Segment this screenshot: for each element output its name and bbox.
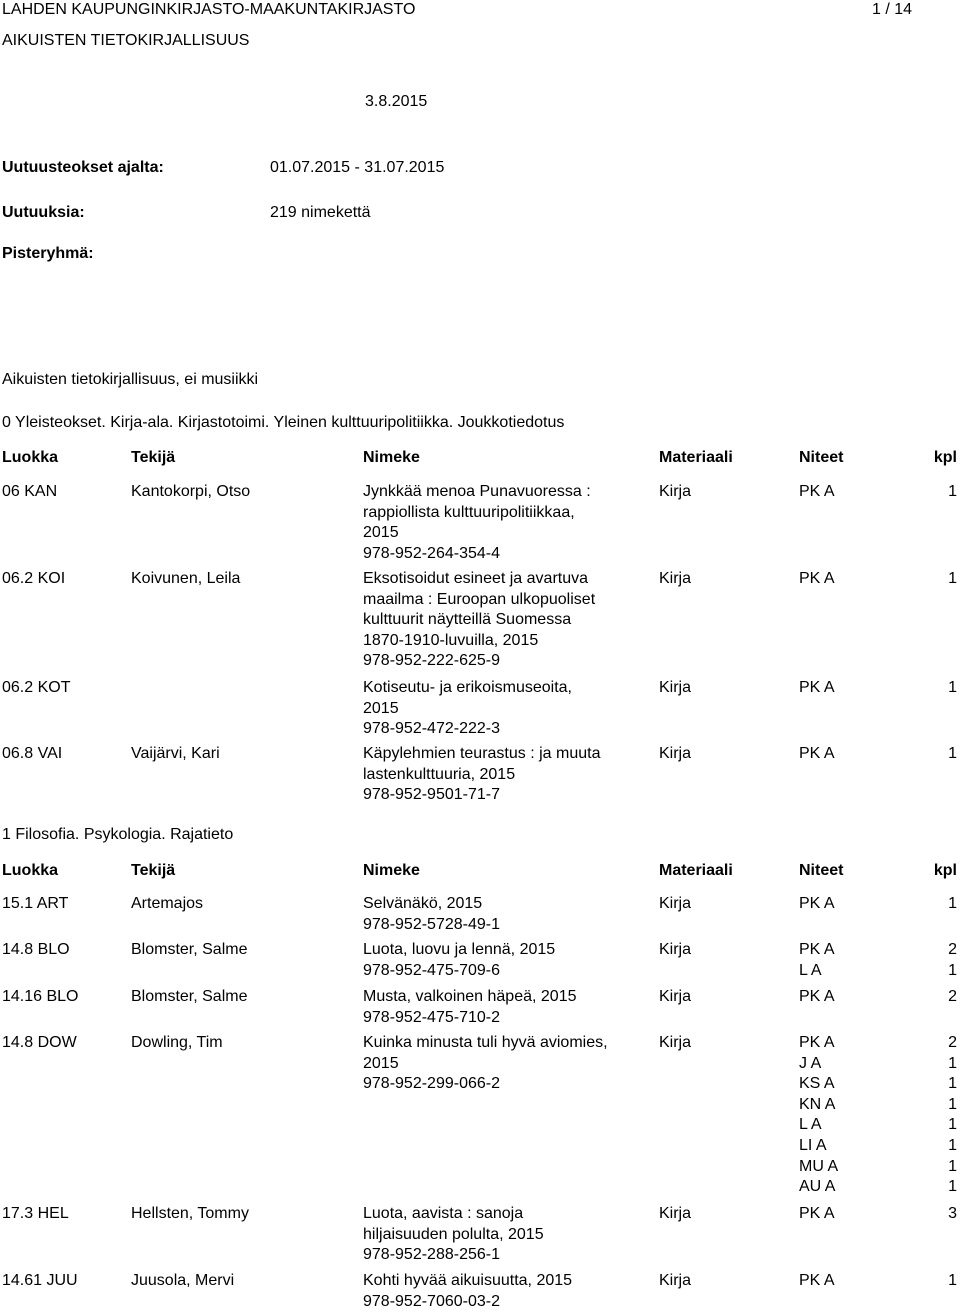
niteet-count: 2	[948, 941, 957, 958]
row-luokka: 17.3 HEL	[2, 1205, 69, 1222]
col-nimeke-header: Nimeke	[363, 862, 420, 879]
row-nimeke	[363, 940, 648, 981]
isbn-line: 978-952-5728-49-1	[363, 915, 500, 933]
nimeke-line: Käpylehmien teurastus : ja muuta	[363, 745, 601, 762]
col-niteet-header: Niteet	[799, 449, 844, 466]
niteet-location: KN A	[799, 1095, 836, 1113]
isbn-line: 978-952-222-625-9	[363, 652, 500, 670]
row-nimeke	[363, 1033, 648, 1095]
row-niteet	[799, 987, 957, 1008]
col-materiaali-header: Materiaali	[659, 449, 733, 466]
nimeke-line: Selvänäkö, 2015	[363, 895, 483, 912]
niteet-count: 1	[948, 679, 957, 696]
row-luokka: 06 KAN	[2, 483, 58, 500]
col-nimeke-header: Nimeke	[363, 449, 420, 466]
niteet-count: 1	[948, 570, 957, 587]
nimeke-line: Musta, valkoinen häpeä, 2015	[363, 988, 577, 1005]
row-niteet	[799, 894, 957, 915]
niteet-count: 1	[948, 745, 957, 762]
isbn-line: 978-952-299-066-2	[363, 1075, 500, 1093]
row-nimeke	[363, 482, 648, 564]
nimeke-line: hiljaisuuden polulta, 2015	[363, 1225, 544, 1243]
nimeke-line: Jynkkää menoa Punavuoressa :	[363, 483, 591, 500]
row-materiaali: Kirja	[659, 1034, 692, 1051]
row-nimeke	[363, 1271, 648, 1312]
niteet-count: 1	[948, 1136, 957, 1154]
row-luokka: 15.1 ART	[2, 895, 69, 912]
category-title: Aikuisten tietokirjallisuus, ei musiikki	[2, 371, 259, 388]
row-luokka: 06.2 KOT	[2, 679, 71, 696]
row-luokka: 06.2 KOI	[2, 570, 66, 587]
new-titles-value: 219 nimekettä	[270, 204, 371, 221]
niteet-location: PK A	[799, 895, 835, 912]
niteet-location: L A	[799, 1116, 822, 1134]
col-luokka-header: Luokka	[2, 449, 59, 466]
nimeke-line: 2015	[363, 699, 399, 717]
niteet-count: 1	[948, 1178, 957, 1196]
row-niteet	[799, 1271, 957, 1292]
col-kpl-header: kpl	[933, 449, 957, 466]
col-tekija-header: Tekijä	[131, 449, 176, 466]
niteet-location: PK A	[799, 745, 835, 762]
row-niteet	[799, 678, 957, 699]
niteet-count: 1	[948, 961, 957, 979]
niteet-count: 2	[948, 988, 957, 1005]
nimeke-line: Kotiseutu- ja erikoismuseoita,	[363, 679, 572, 696]
nimeke-line: maailma : Euroopan ulkopuoliset	[363, 590, 596, 608]
row-luokka: 14.8 DOW	[2, 1034, 77, 1051]
niteet-count: 1	[948, 1095, 957, 1113]
page-number: 1 / 14	[872, 1, 913, 18]
isbn-line: 978-952-475-710-2	[363, 1008, 500, 1026]
niteet-location: L A	[799, 961, 822, 979]
row-nimeke	[363, 987, 648, 1028]
report-date: 3.8.2015	[365, 93, 428, 110]
niteet-count: 1	[948, 1157, 957, 1175]
department-name: AIKUISTEN TIETOKIRJALLISUUS	[2, 32, 250, 49]
isbn-line: 978-952-7060-03-2	[363, 1292, 500, 1310]
niteet-location: PK A	[799, 483, 835, 500]
row-materiaali: Kirja	[659, 483, 692, 500]
row-tekija: Dowling, Tim	[131, 1034, 223, 1051]
niteet-count: 3	[948, 1205, 957, 1222]
row-materiaali: Kirja	[659, 570, 692, 587]
row-nimeke	[363, 1204, 648, 1266]
row-luokka: 06.8 VAI	[2, 745, 63, 762]
nimeke-line: Luota, luovu ja lennä, 2015	[363, 941, 556, 958]
row-niteet	[799, 744, 957, 765]
row-tekija: Hellsten, Tommy	[131, 1205, 249, 1222]
row-luokka: 14.8 BLO	[2, 941, 70, 958]
niteet-location: MU A	[799, 1157, 839, 1175]
period-label: Uutuusteokset ajalta:	[2, 159, 164, 176]
col-kpl-header: kpl	[933, 862, 957, 879]
niteet-count: 1	[948, 483, 957, 500]
niteet-count: 1	[948, 1116, 957, 1134]
nimeke-line: 2015	[363, 524, 399, 542]
isbn-line: 978-952-264-354-4	[363, 544, 500, 562]
row-nimeke	[363, 569, 648, 672]
niteet-location: PK A	[799, 1205, 835, 1222]
col-niteet-header: Niteet	[799, 862, 844, 879]
niteet-count: 2	[948, 1034, 957, 1051]
row-nimeke	[363, 744, 648, 806]
row-luokka: 14.61 JUU	[2, 1272, 78, 1289]
niteet-location: PK A	[799, 679, 835, 696]
nimeke-line: Luota, aavista : sanoja	[363, 1205, 524, 1222]
row-niteet	[799, 940, 957, 981]
row-tekija: Blomster, Salme	[131, 988, 248, 1005]
nimeke-line: Kuinka minusta tuli hyvä aviomies,	[363, 1034, 608, 1051]
row-tekija: Blomster, Salme	[131, 941, 248, 958]
isbn-line: 978-952-288-256-1	[363, 1246, 500, 1264]
nimeke-line: Eksotisoidut esineet ja avartuva	[363, 570, 589, 587]
row-materiaali: Kirja	[659, 1205, 692, 1222]
nimeke-line: 1870-1910-luvuilla, 2015	[363, 631, 539, 649]
isbn-line: 978-952-472-222-3	[363, 720, 500, 738]
nimeke-line: lastenkulttuuria, 2015	[363, 765, 516, 783]
row-materiaali: Kirja	[659, 745, 692, 762]
row-niteet	[799, 482, 957, 503]
row-tekija: Artemajos	[131, 895, 204, 912]
niteet-location: AU A	[799, 1178, 836, 1196]
col-materiaali-header: Materiaali	[659, 862, 733, 879]
row-tekija: Vaijärvi, Kari	[131, 745, 220, 762]
niteet-location: PK A	[799, 1272, 835, 1289]
isbn-line: 978-952-475-709-6	[363, 961, 500, 979]
new-titles-label: Uutuuksia:	[2, 204, 85, 221]
library-name: LAHDEN KAUPUNGINKIRJASTO-MAAKUNTAKIRJASTO	[2, 1, 416, 18]
nimeke-line: 2015	[363, 1054, 399, 1072]
row-nimeke	[363, 894, 648, 935]
niteet-count: 1	[948, 895, 957, 912]
row-tekija: Kantokorpi, Otso	[131, 483, 251, 500]
section-title: 1 Filosofia. Psykologia. Rajatieto	[2, 826, 234, 843]
col-tekija-header: Tekijä	[131, 862, 176, 879]
row-materiaali: Kirja	[659, 988, 692, 1005]
section-title: 0 Yleisteokset. Kirja-ala. Kirjastotoimi. Yleinen kulttuuripolitiikka. Joukkotiedotus	[2, 414, 565, 431]
nimeke-line: kulttuurit näytteillä Suomessa	[363, 611, 572, 629]
niteet-location: PK A	[799, 1034, 835, 1051]
isbn-line: 978-952-9501-71-7	[363, 786, 500, 804]
niteet-location: PK A	[799, 941, 835, 958]
row-materiaali: Kirja	[659, 1272, 692, 1289]
niteet-location: PK A	[799, 988, 835, 1005]
niteet-location: LI A	[799, 1136, 827, 1154]
col-luokka-header: Luokka	[2, 862, 59, 879]
row-niteet	[799, 569, 957, 590]
niteet-count: 1	[948, 1075, 957, 1093]
nimeke-line: rappiollista kulttuuripolitiikkaa,	[363, 503, 575, 521]
row-materiaali: Kirja	[659, 679, 692, 696]
row-materiaali: Kirja	[659, 941, 692, 958]
row-tekija: Juusola, Mervi	[131, 1272, 235, 1289]
nimeke-line: Kohti hyvää aikuisuutta, 2015	[363, 1272, 573, 1289]
row-niteet	[799, 1204, 957, 1225]
row-luokka: 14.16 BLO	[2, 988, 79, 1005]
niteet-count: 1	[948, 1272, 957, 1289]
row-materiaali: Kirja	[659, 895, 692, 912]
niteet-location: J A	[799, 1054, 822, 1072]
period-value: 01.07.2015 - 31.07.2015	[270, 159, 445, 176]
niteet-location: PK A	[799, 570, 835, 587]
row-niteet	[799, 1033, 957, 1198]
row-nimeke	[363, 678, 648, 740]
group-label: Pisteryhmä:	[2, 245, 94, 262]
row-tekija: Koivunen, Leila	[131, 570, 241, 587]
niteet-location: KS A	[799, 1075, 835, 1093]
niteet-count: 1	[948, 1054, 957, 1072]
